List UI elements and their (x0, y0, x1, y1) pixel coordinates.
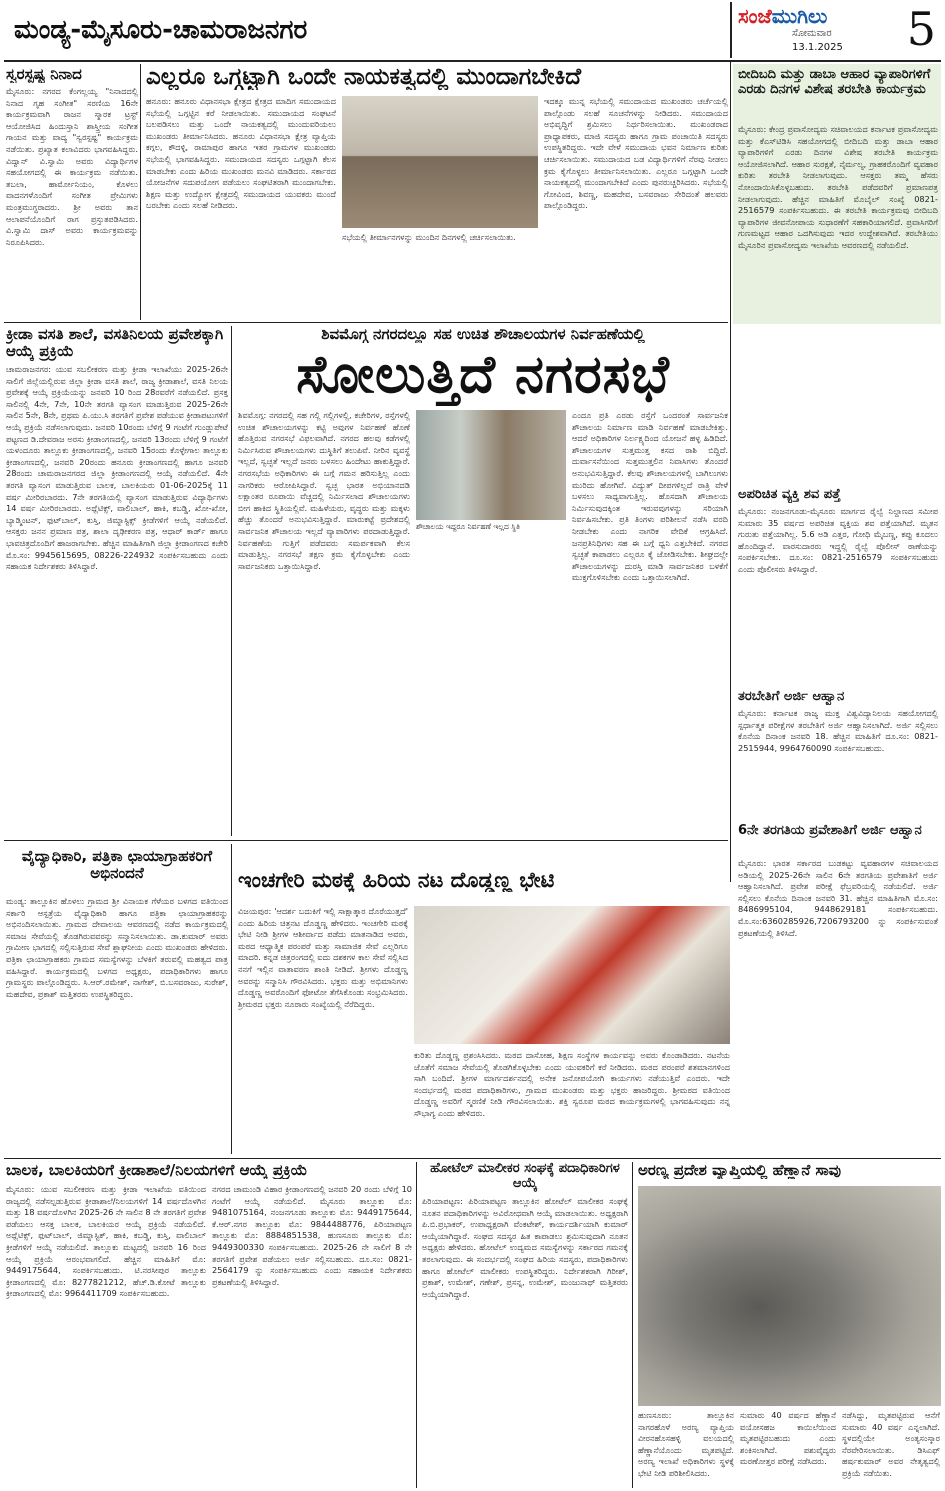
masthead-day: ಸೋಮವಾರ (792, 28, 832, 39)
caption-leadership: ಸಭೆಯಲ್ಲಿ ತೀರ್ಮಾನಗಳನ್ನು ಮುಂದಿನ ದಿನಗಳಲ್ಲಿ ಚರ್ಚಿಸಲಾಯಿತು. (342, 232, 516, 242)
masthead-logo: ಸಂಜೆಮುಗಿಲು (738, 4, 828, 28)
photo-toilet (416, 410, 566, 520)
body-sixth-grade: ಮೈಸೂರು: ಭಾರತ ಸರ್ಕಾರದ ಬುಡಕಟ್ಟು ವ್ಯವಹಾರಗಳ ಸಚಿವಾಲಯದ ಅಡಿಯಲ್ಲಿ 2025-26ನೇ ಸಾಲಿನ 6ನೇ ತರಗತಿಯ ಪ್ರವೇಶಾತಿಗೆ ಅರ್ಜಿ ಆಹ್ವಾನಿಸಲಾಗಿದೆ. ಪ್ರವೇಶ ಪರೀಕ್ಷೆ ಫೆಬ್ರವರಿಯಲ್ಲಿ ನಡೆಯಲಿದೆ. ಅರ್ಜಿ ಸಲ್ಲಿಸಲು ಕೊನೆಯ ದಿನಾಂಕ ಜನವರಿ 31. ಹೆಚ್ಚಿನ ಮಾಹಿತಿಗಾಗಿ ಮೊ.ಸಂ: 8486995104, 9448629181 ಸಂಪರ್ಕಿಸಬಹುದು. ಮೊ.ಸಂ:6360285926,7206793200 ನ್ನು ಸಂಪರ್ಕಿಸುವಂತೆ ಪ್ರಕಟಣೆಯಲ್ಲಿ ತಿಳಿಸಿದೆ. (738, 858, 938, 938)
body-dead-body: ಮೈಸೂರು: ನಂಜನಗೂಡು-ಮೈಸೂರು ಮಾರ್ಗದ ರೈಲ್ವೆ ನಿಲ್ದಾಣದ ಸಮೀಪ ಸುಮಾರು 35 ವರ್ಷದ ಅಪರಿಚಿತ ವ್ಯಕ್ತಿಯ ಶವ ಪತ್ತೆಯಾಗಿದೆ. ಮೃತನ ಗುರುತು ಪತ್ತೆಯಾಗಿಲ್ಲ. 5.6 ಅಡಿ ಎತ್ತರ, ಗೋಧಿ ಮೈಬಣ್ಣ, ಕಪ್ಪು ಕೂದಲು ಹೊಂದಿದ್ದಾನೆ. ವಾರಸುದಾರರು ಇದ್ದಲ್ಲಿ ರೈಲ್ವೆ ಪೊಲೀಸ್ ಠಾಣೆಯನ್ನು ಸಂಪರ್ಕಿಸಬೇಕು. ದೂ.ಸಂ: 0821-2516579 ಸಂಪರ್ಕಿಸಬಹುದು ಎಂದು ಪೊಲೀಸರು ತಿಳಿಸಿದ್ದಾರೆ. (738, 506, 938, 574)
masthead (730, 2, 944, 58)
photo-elephant (638, 1186, 941, 1406)
body-toilets-col2: ಎಂದೂ ಪ್ರತಿ ಎರಡು ರಸ್ತೆಗೆ ಒಂದರಂತೆ ಸಾರ್ವಜನಿಕ ಶೌಚಾಲಯ ನಿರ್ಮಾಣ ಮಾಡಿ ನಿರ್ವಹಣೆ ಮಾಡಬೇಕಿತ್ತು. ಆದರೆ ಅಧಿಕಾರಿಗಳ ನಿರ್ಲಕ್ಷ್ಯದಿಂದ ಯೋಜನೆ ಹಳ್ಳ ಹಿಡಿದಿದೆ. ಶೌಚಾಲಯಗಳ ಸುತ್ತಮುತ್ತ ಕಸದ ರಾಶಿ ಬಿದ್ದಿದೆ. ದುರ್ವಾಸನೆಯಿಂದ ಸುತ್ತಮುತ್ತಲಿನ ನಿವಾಸಿಗಳು ತೊಂದರೆ ಅನುಭವಿಸುತ್ತಿದ್ದಾರೆ. ಕೆಲವು ಶೌಚಾಲಯಗಳಲ್ಲಿ ಬಾಗಿಲುಗಳು ಮುರಿದು ಹೋಗಿವೆ. ವಿದ್ಯುತ್ ದೀಪಗಳಿಲ್ಲದೆ ರಾತ್ರಿ ವೇಳೆ ಬಳಸಲು ಸಾಧ್ಯವಾಗುತ್ತಿಲ್ಲ. ಹೊಸದಾಗಿ ಶೌಚಾಲಯ ನಿರ್ಮಿಸುವುದಕ್ಕಿಂತ ಇರುವವುಗಳನ್ನು ಸರಿಯಾಗಿ ನಿರ್ವಹಿಸಬೇಕು. ಪ್ರತಿ ತಿಂಗಳು ಪರಿಶೀಲನೆ ನಡೆಸಿ ವರದಿ ನೀಡಬೇಕು ಎಂದು ನಾಗರಿಕ ವೇದಿಕೆ ಆಗ್ರಹಿಸಿದೆ. ಜನಪ್ರತಿನಿಧಿಗಳು ಸಹ ಈ ಬಗ್ಗೆ ಧ್ವನಿ ಎತ್ತಬೇಕಿದೆ. ನಗರದ ಸ್ವಚ್ಛತೆ ಕಾಪಾಡಲು ಎಲ್ಲರೂ ಕೈ ಜೋಡಿಸಬೇಕು. ಶೀಘ್ರದಲ್ಲೇ ಶೌಚಾಲಯಗಳನ್ನು ದುರಸ್ತಿ ಮಾಡಿ ಸಾರ್ವಜನಿಕರ ಬಳಕೆಗೆ ಮುಕ್ತಗೊಳಿಸಬೇಕು ಎಂದು ಒತ್ತಾಯಿಸಲಾಗಿದೆ. (572, 410, 728, 583)
divider (632, 1162, 633, 1488)
kicker-toilets: ಶಿವಮೊಗ್ಗ ನಗರದಲ್ಲೂ ಸಹ ಉಚಿತ ಶೌಚಾಲಯಗಳ ನಿರ್ವಹಣೆಯಲ್ಲಿ (321, 326, 645, 343)
caption-toilets: ಶೌಚಾಲಯ ಇದ್ದರೂ ನಿರ್ವಹಣೆ ಇಲ್ಲದ ಸ್ಥಿತಿ (416, 522, 520, 531)
header-rule (4, 60, 941, 62)
body-swarashtra: ಮೈಸೂರು: ನಗರದ ಕೆಂಗಲ್ಲಯ್ಯ "ನಿನಾದದಲ್ಲಿ ನಿನಾದ ಗೃಹ ಸಂಗೀತ" ಸರಣಿಯ 16ನೇ ಕಾರ್ಯಕ್ರಮವಾಗಿ ರಾಜನ ಸ್ಮಾರಕ ಟ್ರಸ್ಟ್ ಆಯೋಜಿಸಿದ ಹಿಂದುಸ್ತಾನಿ ಶಾಸ್ತ್ರೀಯ ಸಂಗೀತ ಗಾಯನ ಮತ್ತು ವಾದ್ಯ "ಸ್ವರಸ್ಪಷ್ಟ" ಕಾರ್ಯಕ್ರಮ ನಡೆಯಿತು. ಪ್ರಖ್ಯಾತ ಕಲಾವಿದರು ಭಾಗವಹಿಸಿದ್ದರು. ವಿದ್ವಾನ್ ವಿ.ಸ್ವಾಮಿ ಅವರು ವಿದ್ಯಾರ್ಥಿಗಳ ಸಹಯೋಗದಲ್ಲಿ ಈ ಕಾರ್ಯಕ್ರಮ ನಡೆಯಿತು. ತಬಲಾ, ಹಾರ್ಮೋನಿಯಂ, ಕೊಳಲು ವಾದನಗಳೊಂದಿಗೆ ಸಂಗೀತ ಪ್ರೇಮಿಗಳು ಮಂತ್ರಮುಗ್ಧರಾದರು. ಶ್ರೀ ಅವರು ತಾನ ಆಲಾಪನೆಯೊಂದಿಗೆ ರಾಗ ಪ್ರಸ್ತುತಪಡಿಸಿದರು. ವಿ.ಸ್ವಾಮಿ ದಾಸ್ ಅವರು ಕಾರ್ಯಕ್ರಮವನ್ನು ನಿರೂಪಿಸಿದರು. (6, 86, 138, 247)
headline-sports-hostel: ಕ್ರೀಡಾ ವಸತಿ ಶಾಲೆ, ವಸತಿನಿಲಯ ಪ್ರವೇಶಕ್ಕಾಗಿ ಆಯ್ಕೆ ಪ್ರಕ್ರಿಯೆ (6, 326, 224, 361)
body-children-sports-col2: ನಗರದ ಚಾಮುಂಡಿ ವಿಹಾರ ಕ್ರೀಡಾಂಗಣದಲ್ಲಿ ಜನವರಿ 20 ರಂದು ಬೆಳಿಗ್ಗೆ 10 ಗಂಟೆಗೆ ಆಯ್ಕೆ ನಡೆಯಲಿದೆ. ಮೈಸೂರು ತಾಲ್ಲೂಕು ಮೊ: 9481075164, ನಂಜನಗೂಡು ತಾಲ್ಲೂಕು ಮೊ: 9449175644, ಕೆ.ಆರ್.ನಗರ ತಾಲ್ಲೂಕು ಮೊ: 9844488776, ಪಿರಿಯಾಪಟ್ಟಣ ತಾಲ್ಲೂಕು ಮೊ: 8884851538, ಹುಣಸೂರು ತಾಲ್ಲೂಕು ಮೊ: 9449300330 ಸಂಪರ್ಕಿಸಬಹುದು. 2025-26 ನೇ ಸಾಲಿಗೆ 8 ನೇ ತರಗತಿಗೆ ಪ್ರವೇಶ ಪಡೆಯಲು ಅರ್ಜಿ ಸಲ್ಲಿಸಬಹುದು. ದೂ.ಸಂ: 0821-2564179 ನ್ನು ಸಂಪರ್ಕಿಸಬಹುದು ಎಂದು ಸಹಾಯಕ ನಿರ್ದೇಶಕರು ಪ್ರಕಟಣೆಯಲ್ಲಿ ತಿಳಿಸಿದ್ದಾರೆ. (212, 1184, 412, 1287)
headline-doctors: ವೈದ್ಯಾಧಿಕಾರಿ, ಪತ್ರಿಕಾ ಛಾಯಾಗ್ರಾಹಕರಿಗೆ ಅಭಿನಂದನೆ (21, 848, 213, 883)
body-doctors: ಮಂಡ್ಯ: ತಾಲ್ಲೂಕಿನ ಹೊಳಲು ಗ್ರಾಮದ ಶ್ರೀ ವಿನಾಯಕ ಗೆಳೆಯರ ಬಳಗದ ವತಿಯಿಂದ ಸರ್ಕಾರಿ ಆಸ್ಪತ್ರೆಯ ವೈದ್ಯಾಧಿಕಾರಿ ಹಾಗೂ ಪತ್ರಿಕಾ ಛಾಯಾಗ್ರಾಹಕರನ್ನು ಅಭಿನಂದಿಸಲಾಯಿತು. ಗ್ರಾಮದ ದೇವಾಲಯ ಆವರಣದಲ್ಲಿ ನಡೆದ ಕಾರ್ಯಕ್ರಮದಲ್ಲಿ ಸಮಾಜ ಸೇವೆಯಲ್ಲಿ ತೊಡಗಿರುವವರನ್ನು ಸನ್ಮಾನಿಸಲಾಯಿತು. ಡಾ.ಕುಮಾರ್ ಅವರು ಗ್ರಾಮೀಣ ಭಾಗದಲ್ಲಿ ಸಲ್ಲಿಸುತ್ತಿರುವ ಸೇವೆ ಶ್ಲಾಘನೀಯ ಎಂದು ಮುಖಂಡರು ಹೇಳಿದರು. ಪತ್ರಿಕಾ ಛಾಯಾಗ್ರಾಹಕರು ಗ್ರಾಮದ ಸಮಸ್ಯೆಗಳನ್ನು ಬೆಳಕಿಗೆ ತರುವಲ್ಲಿ ಮಹತ್ವದ ಪಾತ್ರ ವಹಿಸಿದ್ದಾರೆ. ಕಾರ್ಯಕ್ರಮದಲ್ಲಿ ಬಳಗದ ಅಧ್ಯಕ್ಷರು, ಪದಾಧಿಕಾರಿಗಳು ಹಾಗೂ ಗ್ರಾಮಸ್ಥರು ಪಾಲ್ಗೊಂಡಿದ್ದರು. ಸಿ.ಆರ್.ರಮೇಶ್, ನಾಗೇಶ್, ಬಿ.ಬಸವರಾಜು, ಸುರೇಶ್, ಮಹದೇವ, ಪ್ರಕಾಶ್ ಮತ್ತಿತರರು ಉಪಸ್ಥಿತರಿದ್ದರು. (6, 896, 228, 999)
headline-dodanna: ಇಂಚಗೇರಿ ಮಠಕ್ಕೆ ಹಿರಿಯ ನಟ ದೊಡ್ಡಣ್ಣ ಭೇಟಿ (238, 868, 555, 892)
body-elephant-col1: ಹುಣಸೂರು: ತಾಲ್ಲೂಕಿನ ನಾಗರಹೊಳೆ ಅರಣ್ಯ ವ್ಯಾಪ್ತಿಯ ವೀರನಹೊಸಹಳ್ಳಿ ವಲಯದಲ್ಲಿ ಹೆಣ್ಣಾನೆಯೊಂದು ಮೃತಪಟ್ಟಿದೆ. ಅರಣ್ಯ ಇಲಾಖೆ ಅಧಿಕಾರಿಗಳು ಸ್ಥಳಕ್ಕೆ ಭೇಟಿ ನೀಡಿ ಪರಿಶೀಲಿಸಿದರು. (638, 1410, 734, 1478)
body-sports-hostel: ಚಾಮರಾಜನಗರ: ಯುವ ಸಬಲೀಕರಣ ಮತ್ತು ಕ್ರೀಡಾ ಇಲಾಖೆಯು 2025-26ನೇ ಸಾಲಿಗೆ ಜಿಲ್ಲೆಯಲ್ಲಿರುವ ಜಿಲ್ಲಾ ಕ್ರೀಡಾ ವಸತಿ ಶಾಲೆ, ರಾಜ್ಯ ಕ್ರೀಡಾಶಾಲೆ, ವಸತಿ ನಿಲಯ ಪ್ರವೇಶಕ್ಕೆ ಆಯ್ಕೆ ಪ್ರಕ್ರಿಯೆಯನ್ನು ಜನವರಿ 10 ರಿಂದ 28ರವರೆಗೆ ನಡೆಯಲಿದೆ. ಪ್ರಸಕ್ತ ಸಾಲಿನಲ್ಲಿ 4ನೇ, 7ನೇ, 10ನೇ ತರಗತಿ ವ್ಯಾಸಂಗ ಮಾಡುತ್ತಿರುವ 2025-26ನೇ ಸಾಲಿನ 5ನೇ, 8ನೇ, ಪ್ರಥಮ ಪಿ.ಯು.ಸಿ ತರಗತಿಗೆ ಪ್ರವೇಶ ಪಡೆಯುವ ಕ್ರೀಡಾಪಟುಗಳಿಗೆ ಆಯ್ಕೆ ಪ್ರಕ್ರಿಯೆ ನಡೆಸಲಾಗುವುದು. ಜನವರಿ 10ರಂದು ಬೆಳಿಗ್ಗೆ 9 ಗಂಟೆಗೆ ಗುಂಡ್ಲುಪೇಟೆ ಪಟ್ಟಣದ ಡಿ.ದೇವರಾಜ ಅರಸು ಕ್ರೀಡಾಂಗಣದಲ್ಲಿ, ಜನವರಿ 13ರಂದು ಬೆಳಿಗ್ಗೆ 9 ಗಂಟೆಗೆ ಯಳಂದೂರು ತಾಲ್ಲೂಕು ಕ್ರೀಡಾಂಗಣದಲ್ಲಿ, ಜನವರಿ 15ರಂದು ಕೊಳ್ಳೇಗಾಲ ತಾಲ್ಲೂಕು ಕ್ರೀಡಾಂಗಣದಲ್ಲಿ, ಜನವರಿ 20ರಂದು ಹನೂರು ಕ್ರೀಡಾಂಗಣದಲ್ಲಿ ಹಾಗೂ ಜನವರಿ 28ರಂದು ಚಾಮರಾಜನಗರದ ಜಿಲ್ಲಾ ಕ್ರೀಡಾಂಗಣದಲ್ಲಿ ಆಯ್ಕೆ ನಡೆಯಲಿದೆ. 4ನೇ ತರಗತಿ ವ್ಯಾಸಂಗ ಮಾಡುತ್ತಿರುವ ಬಾಲಕ, ಬಾಲಕಿಯರು 01-06-2025ಕ್ಕೆ 11 ವರ್ಷ ಮೀರಿರಬಾರದು. 7ನೇ ತರಗತಿಯಲ್ಲಿ ವ್ಯಾಸಂಗ ಮಾಡುತ್ತಿರುವ ವಿದ್ಯಾರ್ಥಿಗಳು 14 ವರ್ಷ ಮೀರಿರಬಾರದು. ಅಥ್ಲೆಟಿಕ್ಸ್, ವಾಲಿಬಾಲ್, ಹಾಕಿ, ಕಬಡ್ಡಿ, ಖೋ-ಖೋ, ಬ್ಯಾಡ್ಮಿಂಟನ್, ಫುಟ್‌ಬಾಲ್, ಕುಸ್ತಿ, ಜಿಮ್ನಾಸ್ಟಿಕ್ಸ್ ಕ್ರೀಡೆಗಳಿಗೆ ಆಯ್ಕೆ ನಡೆಯಲಿದೆ. ಆಸಕ್ತರು ಜನನ ಪ್ರಮಾಣ ಪತ್ರ, ಶಾಲಾ ದೃಢೀಕರಣ ಪತ್ರ, ಆಧಾರ್ ಕಾರ್ಡ್ ಹಾಗೂ ಭಾವಚಿತ್ರದೊಂದಿಗೆ ಹಾಜರಾಗಬೇಕು. ಹೆಚ್ಚಿನ ಮಾಹಿತಿಗಾಗಿ ಜಿಲ್ಲಾ ಕ್ರೀಡಾಂಗಣದ ಕಚೇರಿ ಮೊ.ಸಂ: 9945615695, 08226-224932 ಸಂಪರ್ಕಿಸಬಹುದು ಎಂದು ಸಹಾಯಕ ನಿರ್ದೇಶಕರು ತಿಳಿಸಿದ್ದಾರೆ. (6, 364, 228, 572)
divider (231, 326, 232, 836)
body-leadership-col2: ಇದಕ್ಕೂ ಮುನ್ನ ಸಭೆಯಲ್ಲಿ ಸಮುದಾಯದ ಮುಖಂಡರು ಚರ್ಚೆಯಲ್ಲಿ ಪಾಲ್ಗೊಂಡು ಸಲಹೆ ಸೂಚನೆಗಳನ್ನು ನೀಡಿದರು. ಸಮುದಾಯದ ಅಭಿವೃದ್ಧಿಗೆ ಶ್ರಮಿಸಲು ನಿರ್ಧರಿಸಲಾಯಿತು. ಮುಖಂಡರಾದ ಪ್ರಾಧ್ಯಾಪಕರು, ಮಾಜಿ ಸದಸ್ಯರು ಹಾಗೂ ಗ್ರಾಮ ಪಂಚಾಯಿತಿ ಸದಸ್ಯರು ಉಪಸ್ಥಿತರಿದ್ದರು. ಇದೇ ವೇಳೆ ಸಮುದಾಯ ಭವನ ನಿರ್ಮಾಣ ಕುರಿತು ಚರ್ಚಿಸಲಾಯಿತು. ಸಮುದಾಯದ ಬಡ ವಿದ್ಯಾರ್ಥಿಗಳಿಗೆ ನೆರವು ನೀಡಲು ಕ್ರಮ ಕೈಗೊಳ್ಳಲು ತೀರ್ಮಾನಿಸಲಾಯಿತು. ಎಲ್ಲರೂ ಒಗ್ಗಟ್ಟಾಗಿ ಒಂದೇ ನಾಯಕತ್ವದಲ್ಲಿ ಮುಂದಾಗಬೇಕಿದೆ ಎಂದು ಪುನರುಚ್ಚರಿಸಿದರು. ಸಭೆಯಲ್ಲಿ ಗೋವಿಂದ, ಶಿವಣ್ಣ, ಮಹದೇವ, ಬಸವರಾಜು ಸೇರಿದಂತೆ ಹಲವರು ಪಾಲ್ಗೊಂಡಿದ್ದರು. (544, 96, 728, 211)
headline-dead-body: ಅಪರಿಚಿತ ವ್ಯಕ್ತಿ ಶವ ಪತ್ತೆ (738, 488, 841, 502)
headline-swarashtra: ಸ್ವರಸ್ಪಷ್ಟ ನಿನಾದ (6, 66, 82, 83)
rule (4, 1158, 941, 1159)
body-leadership-col1: ಹನೂರು: ಹನೂರು ವಿಧಾನಸಭಾ ಕ್ಷೇತ್ರದ ಕ್ಷೇತ್ರದ ಮಾದಿಗ ಸಮುದಾಯದ ಸಭೆಯಲ್ಲಿ ಒಗ್ಗಟ್ಟಿನ ಕರೆ ನೀಡಲಾಯಿತು. ಸಮುದಾಯದ ಸಂಘಟನೆ ಬಲಪಡಿಸಲು ಮತ್ತು ಒಂದೇ ನಾಯಕತ್ವದಲ್ಲಿ ಮುಂದುವರಿಯಲು ಮುಖಂಡರು ತೀರ್ಮಾನಿಸಿದರು. ಹನೂರು ವಿಧಾನಸಭಾ ಕ್ಷೇತ್ರ ವ್ಯಾಪ್ತಿಯ ಕಗ್ಗಲ, ಕೌದಳ್ಳಿ, ರಾಮಾಪುರ ಹಾಗೂ ಇತರ ಗ್ರಾಮಗಳ ಮುಖಂಡರು ಸಭೆಯಲ್ಲಿ ಭಾಗವಹಿಸಿದ್ದರು. ಸಮುದಾಯದ ಸದಸ್ಯರು ಒಗ್ಗಟ್ಟಾಗಿ ಕೆಲಸ ಮಾಡಬೇಕು ಎಂದು ಹಿರಿಯ ಮುಖಂಡರು ಮನವಿ ಮಾಡಿದರು. ಸರ್ಕಾರದ ಯೋಜನೆಗಳ ಸದುಪಯೋಗ ಪಡೆಯಲು ಸಂಘಟಿತರಾಗಿ ಮುಂದಾಗಬೇಕು. ಶಿಕ್ಷಣ ಮತ್ತು ಉದ್ಯೋಗ ಕ್ಷೇತ್ರದಲ್ಲಿ ಸಮುದಾಯದ ಯುವಕರು ಮುಂದೆ ಬರಬೇಕು ಎಂದು ಸಲಹೆ ನೀಡಿದರು. (146, 96, 336, 211)
body-elephant-col3: ನಡೆಸಿದ್ದು, ಮೃತಪಟ್ಟಿರುವ ಆನೆಗೆ ಸುಮಾರು 40 ವರ್ಷ ಎನ್ನಲಾಗಿದೆ. ಸ್ಥಳದಲ್ಲಿಯೇ ಅಂತ್ಯಸಂಸ್ಕಾರ ನೆರವೇರಿಸಲಾಯಿತು. ಡಿಸಿಎಫ್ ಹರ್ಷಕುಮಾರ್ ಅವರ ನೇತೃತ್ವದಲ್ಲಿ ಪ್ರಕ್ರಿಯೆ ನಡೆಯಿತು. (842, 1410, 940, 1478)
headline-training: ಬೀದಿಬದಿ ಮತ್ತು ಡಾಬಾ ಆಹಾರ ವ್ಯಾಪಾರಿಗಳಿಗೆ ಎರಡು ದಿನಗಳ ವಿಶೇಷ ತರಬೇತಿ ಕಾರ್ಯಕ್ರಮ (738, 68, 931, 97)
headline-sixth-grade: 6ನೇ ತರಗತಿಯ ಪ್ರವೇಶಾತಿಗೆ ಅರ್ಜಿ ಆಹ್ವಾನ (738, 824, 922, 838)
headline-leadership: ಎಲ್ಲರೂ ಒಗ್ಗಟ್ಟಾಗಿ ಒಂದೇ ನಾಯಕತ್ವದಲ್ಲಿ ಮುಂದಾಗಬೇಕಿದೆ (146, 64, 581, 90)
rule (4, 322, 728, 323)
body-dodanna-col1: ವಿಜಯಪುರ: 'ಆದರ್ಶ ಬದುಕಿಗೆ ಇಲ್ಲಿ ಸಾಕ್ಷಾತ್ಕಾರ ದೊರೆಯುತ್ತದೆ' ಎಂದು ಹಿರಿಯ ಚಿತ್ರನಟ ದೊಡ್ಡಣ್ಣ ಹೇಳಿದರು. ಇಂಚಗೇರಿ ಮಠಕ್ಕೆ ಭೇಟಿ ನೀಡಿ ಶ್ರೀಗಳ ಆಶೀರ್ವಾದ ಪಡೆದು ಮಾತನಾಡಿದ ಅವರು, ಮಠದ ಆಧ್ಯಾತ್ಮಿಕ ಪರಂಪರೆ ಮತ್ತು ಸಾಮಾಜಿಕ ಸೇವೆ ಎಲ್ಲರಿಗೂ ಮಾದರಿ. ಕನ್ನಡ ಚಿತ್ರರಂಗದಲ್ಲಿ ಐದು ದಶಕಗಳ ಕಾಲ ಸೇವೆ ಸಲ್ಲಿಸಿದ ನನಗೆ ಇಲ್ಲಿನ ವಾತಾವರಣ ಶಾಂತಿ ನೀಡಿದೆ. ಶ್ರೀಗಳು ದೊಡ್ಡಣ್ಣ ಅವರನ್ನು ಸನ್ಮಾನಿಸಿ ಗೌರವಿಸಿದರು. ಭಕ್ತರು ಮತ್ತು ಅಭಿಮಾನಿಗಳು ದೊಡ್ಡಣ್ಣ ಅವರೊಂದಿಗೆ ಫೋಟೋ ತೆಗೆಸಿಕೊಂಡು ಸಂಭ್ರಮಿಸಿದರು. ಶ್ರೀಮಠದ ಭಕ್ತರು ನೂರಾರು ಸಂಖ್ಯೆಯಲ್ಲಿ ನೆರೆದಿದ್ದರು. (238, 906, 408, 1009)
headline-elephant: ಅರಣ್ಯ ಪ್ರದೇಶ ವ್ಯಾಪ್ತಿಯಲ್ಲಿ ಹೆಣ್ಣಾನೆ ಸಾವು (638, 1162, 841, 1179)
body-elephant-col2: ಸುಮಾರು 40 ವರ್ಷದ ಹೆಣ್ಣಾನೆ ವಯೋಸಹಜ ಕಾಯಿಲೆಯಿಂದ ಮೃತಪಟ್ಟಿರಬಹುದು ಎಂದು ಶಂಕಿಸಲಾಗಿದೆ. ಪಶುವೈದ್ಯರು ಮರಣೋತ್ತರ ಪರೀಕ್ಷೆ ನಡೆಸಿದರು. (740, 1410, 836, 1467)
photo-dodanna (414, 906, 730, 1044)
body-application: ಮೈಸೂರು: ಕರ್ನಾಟಕ ರಾಜ್ಯ ಮುಕ್ತ ವಿಶ್ವವಿದ್ಯಾನಿಲಯ ಸಹಯೋಗದಲ್ಲಿ ಸ್ಪರ್ಧಾತ್ಮಕ ಪರೀಕ್ಷೆಗಳ ತರಬೇತಿಗೆ ಅರ್ಜಿ ಆಹ್ವಾನಿಸಲಾಗಿದೆ. ಅರ್ಜಿ ಸಲ್ಲಿಸಲು ಕೊನೆಯ ದಿನಾಂಕ ಜನವರಿ 18. ಹೆಚ್ಚಿನ ಮಾಹಿತಿಗೆ ದೂ.ಸಂ: 0821-2515944, 9964760090 ಸಂಪರ್ಕಿಸಬಹುದು. (738, 708, 938, 753)
body-training: ಮೈಸೂರು: ಕೇಂದ್ರ ಪ್ರವಾಸೋದ್ಯಮ ಸಚಿವಾಲಯದ ಕರ್ನಾಟಕ ಪ್ರವಾಸೋದ್ಯಮ ಮತ್ತು ಕೆಎಸ್‌ಟಿಡಿಸಿ ಸಹಯೋಗದಲ್ಲಿ ಬೀದಿಬದಿ ಮತ್ತು ಡಾಬಾ ಆಹಾರ ವ್ಯಾಪಾರಿಗಳಿಗೆ ಎರಡು ದಿನಗಳ ವಿಶೇಷ ತರಬೇತಿ ಕಾರ್ಯಕ್ರಮ ಆಯೋಜಿಸಲಾಗಿದೆ. ಆಹಾರ ಸುರಕ್ಷತೆ, ನೈರ್ಮಲ್ಯ, ಗ್ರಾಹಕರೊಂದಿಗೆ ವ್ಯವಹಾರ ಕುರಿತು ತರಬೇತಿ ನೀಡಲಾಗುವುದು. ಆಸಕ್ತರು ತಮ್ಮ ಹೆಸರು ನೋಂದಾಯಿಸಿಕೊಳ್ಳಬಹುದು. ತರಬೇತಿ ಪಡೆದವರಿಗೆ ಪ್ರಮಾಣಪತ್ರ ನೀಡಲಾಗುವುದು. ಹೆಚ್ಚಿನ ಮಾಹಿತಿಗೆ ಮೊಬೈಲ್ ಸಂಖ್ಯೆ 0821-2516579 ಸಂಪರ್ಕಿಸಬಹುದು. ಈ ತರಬೇತಿ ಕಾರ್ಯಕ್ರಮವು ಬೀದಿಬದಿ ವ್ಯಾಪಾರಿಗಳ ಜೀವನೋಪಾಯ ಸುಧಾರಣೆಗೆ ಸಹಕಾರಿಯಾಗಲಿದೆ. ಪ್ರವಾಸಿಗರಿಗೆ ಗುಣಮಟ್ಟದ ಆಹಾರ ಒದಗಿಸುವುದು ಇದರ ಉದ್ದೇಶವಾಗಿದೆ. ತರಬೇತಿಯು ಮೈಸೂರಿನ ಪ್ರವಾಸೋದ್ಯಮ ಇಲಾಖೆಯ ಆವರಣದಲ್ಲಿ ನಡೆಯಲಿದೆ. (738, 124, 938, 250)
headline-application: ತರಬೇತಿಗೆ ಅರ್ಜಿ ಆಹ್ವಾನ (738, 690, 845, 704)
headline-children-sports: ಬಾಲಕ, ಬಾಲಕಿಯರಿಗೆ ಕ್ರೀಡಾಶಾಲೆ/ನಿಲಯಗಳಿಗೆ ಆಯ್ಕೆ ಪ್ರಕ್ರಿಯೆ (6, 1162, 308, 1179)
body-children-sports-col1: ಮೈಸೂರು: ಯುವ ಸಬಲೀಕರಣ ಮತ್ತು ಕ್ರೀಡಾ ಇಲಾಖೆಯ ವತಿಯಿಂದ ರಾಜ್ಯದಲ್ಲಿ ನಡೆಸಲ್ಪಡುತ್ತಿರುವ ಕ್ರೀಡಾಶಾಲೆ/ನಿಲಯಗಳಿಗೆ 14 ವರ್ಷದೊಳಗಿನ ಮತ್ತು 18 ವರ್ಷದೊಳಗಿನ 2025-26 ನೇ ಸಾಲಿನ 8 ನೇ ತರಗತಿಗೆ ಪ್ರವೇಶ ಪಡೆಯಲು ಆಸಕ್ತ ಬಾಲಕ, ಬಾಲಕಿಯರ ಆಯ್ಕೆ ಪ್ರಕ್ರಿಯೆ ನಡೆಯಲಿದೆ. ಅಥ್ಲೆಟಿಕ್ಸ್, ಫುಟ್‌ಬಾಲ್, ಜಿಮ್ನಾಸ್ಟಿಕ್, ಹಾಕಿ, ಕಬಡ್ಡಿ, ಕುಸ್ತಿ, ವಾಲಿಬಾಲ್ ಕ್ರೀಡೆಗಳಿಗೆ ಆಯ್ಕೆ ನಡೆಯಲಿದೆ. ತಾಲ್ಲೂಕು ಮಟ್ಟದಲ್ಲಿ ಜನವರಿ 16 ರಿಂದ ಆಯ್ಕೆ ಪ್ರಕ್ರಿಯೆ ಆರಂಭವಾಗಲಿದೆ. ಹೆಚ್ಚಿನ ಮಾಹಿತಿಗೆ ಮೊ: 9449175644, ಸಂಪರ್ಕಿಸಬಹುದು. ಟಿ.ನರಸೀಪುರ ತಾಲ್ಲೂಕು ಕ್ರೀಡಾಂಗಣದಲ್ಲಿ ಮೊ: 8277821212, ಹೆಚ್.ಡಿ.ಕೋಟೆ ತಾಲ್ಲೂಕು ಕ್ರೀಡಾಂಗಣದಲ್ಲಿ ಮೊ: 9964411709 ಸಂಪರ್ಕಿಸಬಹುದು. (6, 1184, 206, 1299)
masthead-date: 13.1.2025 (792, 42, 843, 53)
divider (140, 64, 141, 320)
body-toilets-col1: ಶಿವಮೊಗ್ಗ: ನಗರದಲ್ಲಿ ಸಹ ಗಲ್ಲಿ ಗಲ್ಲಿಗಳಲ್ಲಿ, ಕಚೇರಿಗಳ, ರಸ್ತೆಗಳಲ್ಲಿ ಉಚಿತ ಶೌಚಾಲಯಗಳನ್ನು ಕಟ್ಟಿ ಅವುಗಳ ನಿರ್ವಹಣೆ ಹೊಣೆ ಹೊತ್ತಿರುವ ನಗರಸಭೆ ವಿಫಲವಾಗಿದೆ. ನಗರದ ಹಲವು ಕಡೆಗಳಲ್ಲಿ ನಿರ್ಮಿಸಿರುವ ಶೌಚಾಲಯಗಳು ದುಸ್ಥಿತಿಗೆ ತಲುಪಿವೆ. ನೀರಿನ ವ್ಯವಸ್ಥೆ ಇಲ್ಲದೆ, ಸ್ವಚ್ಛತೆ ಇಲ್ಲದೆ ಜನರು ಬಳಸಲು ಹಿಂದೇಟು ಹಾಕುತ್ತಿದ್ದಾರೆ. ನಗರಸಭೆಯ ಅಧಿಕಾರಿಗಳು ಈ ಬಗ್ಗೆ ಗಮನ ಹರಿಸುತ್ತಿಲ್ಲ ಎಂದು ನಾಗರಿಕರು ಆರೋಪಿಸಿದ್ದಾರೆ. ಸ್ವಚ್ಛ ಭಾರತ ಅಭಿಯಾನದಡಿ ಲಕ್ಷಾಂತರ ರೂಪಾಯಿ ವೆಚ್ಚದಲ್ಲಿ ನಿರ್ಮಿಸಲಾದ ಶೌಚಾಲಯಗಳು ಬೀಗ ಹಾಕಿದ ಸ್ಥಿತಿಯಲ್ಲಿವೆ. ಮಹಿಳೆಯರು, ವೃದ್ಧರು ಮತ್ತು ಮಕ್ಕಳು ಹೆಚ್ಚು ತೊಂದರೆ ಅನುಭವಿಸುತ್ತಿದ್ದಾರೆ. ಮಾರುಕಟ್ಟೆ ಪ್ರದೇಶದಲ್ಲಿ ಸಾರ್ವಜನಿಕ ಶೌಚಾಲಯ ಇಲ್ಲದೆ ವ್ಯಾಪಾರಿಗಳು ಪರದಾಡುತ್ತಿದ್ದಾರೆ. ನಿರ್ವಹಣೆಯ ಗುತ್ತಿಗೆ ಪಡೆದವರು ಸಮರ್ಪಕವಾಗಿ ಕೆಲಸ ಮಾಡುತ್ತಿಲ್ಲ. ನಗರಸಭೆ ತಕ್ಷಣ ಕ್ರಮ ಕೈಗೊಳ್ಳಬೇಕು ಎಂದು ಸಾರ್ವಜನಿಕರು ಒತ್ತಾಯಿಸಿದ್ದಾರೆ. (238, 410, 410, 571)
section-title: ಮಂಡ್ಯ-ಮೈಸೂರು-ಚಾಮರಾಜನಗರ (14, 14, 308, 45)
page-number: 5 (906, 2, 936, 56)
divider (231, 844, 232, 1154)
body-hotel: ಪಿರಿಯಾಪಟ್ಟಣ: ಪಿರಿಯಾಪಟ್ಟಣ ತಾಲ್ಲೂಕಿನ ಹೋಟೆಲ್ ಮಾಲೀಕರ ಸಂಘಕ್ಕೆ ನೂತನ ಪದಾಧಿಕಾರಿಗಳನ್ನು ಅವಿರೋಧವಾಗಿ ಆಯ್ಕೆ ಮಾಡಲಾಯಿತು. ಅಧ್ಯಕ್ಷರಾಗಿ ಪಿ.ಬಿ.ಪ್ರಭಾಕರ್, ಉಪಾಧ್ಯಕ್ಷರಾಗಿ ವೆಂಕಟೇಶ್, ಕಾರ್ಯದರ್ಶಿಯಾಗಿ ಕುಮಾರ್ ಆಯ್ಕೆಯಾಗಿದ್ದಾರೆ. ಸಂಘದ ಸದಸ್ಯರ ಹಿತ ಕಾಪಾಡಲು ಶ್ರಮಿಸುವುದಾಗಿ ನೂತನ ಅಧ್ಯಕ್ಷರು ಹೇಳಿದರು. ಹೋಟೆಲ್ ಉದ್ಯಮದ ಸಮಸ್ಯೆಗಳನ್ನು ಸರ್ಕಾರದ ಗಮನಕ್ಕೆ ತರಲಾಗುವುದು. ಈ ಸಂದರ್ಭದಲ್ಲಿ ಸಂಘದ ಹಿರಿಯ ಸದಸ್ಯರು, ಪದಾಧಿಕಾರಿಗಳು ಹಾಗೂ ಹೋಟೆಲ್ ಮಾಲೀಕರು ಉಪಸ್ಥಿತರಿದ್ದರು. ನಿರ್ದೇಶಕರಾಗಿ ಗಿರೀಶ್, ಪ್ರಕಾಶ್, ಉಮೇಶ್, ಗಣೇಶ್, ಪ್ರಸನ್ನ, ಉಮೇಶ್, ಮಂಜುನಾಥ್ ಮತ್ತಿತರರು ಆಯ್ಕೆಯಾಗಿದ್ದಾರೆ. (422, 1196, 628, 1299)
headline-toilets: ಸೋಲುತ್ತಿದೆ ನಗರಸಭೆ (296, 346, 670, 405)
divider (416, 1162, 417, 1488)
divider (730, 62, 731, 882)
body-dodanna-col2: ಕುರಿತು ದೊಡ್ಡಣ್ಣ ಪ್ರಶಂಸಿಸಿದರು. ಮಠದ ದಾಸೋಹ, ಶಿಕ್ಷಣ ಸಂಸ್ಥೆಗಳ ಕಾರ್ಯವನ್ನು ಅವರು ಕೊಂಡಾಡಿದರು. ನಟನೆಯ ಜೊತೆಗೆ ಸಮಾಜ ಸೇವೆಯಲ್ಲಿ ತೊಡಗಿಕೊಳ್ಳಬೇಕು ಎಂದು ಯುವಕರಿಗೆ ಕರೆ ನೀಡಿದರು. ಮಠದ ಪರಂಪರೆ ಶತಮಾನಗಳಿಂದ ಸಾಗಿ ಬಂದಿದೆ. ಶ್ರೀಗಳ ಮಾರ್ಗದರ್ಶನದಲ್ಲಿ ಅನೇಕ ಜನೋಪಯೋಗಿ ಕಾರ್ಯಗಳು ನಡೆಯುತ್ತಿವೆ ಎಂದರು. ಇದೇ ಸಂದರ್ಭದಲ್ಲಿ ಮಠದ ಪದಾಧಿಕಾರಿಗಳು, ಗ್ರಾಮದ ಮುಖಂಡರು ಮತ್ತು ಭಕ್ತರು ಹಾಜರಿದ್ದರು. ಶ್ರೀಮಠದ ವತಿಯಿಂದ ದೊಡ್ಡಣ್ಣ ಅವರಿಗೆ ಸ್ಮರಣಿಕೆ ನೀಡಿ ಗೌರವಿಸಲಾಯಿತು. ಶಕ್ತಿ ಸ್ವರೂಪ ಮಠದ ಕಾರ್ಯಕ್ರಮಗಳಲ್ಲಿ ಭಾಗವಹಿಸುವುದು ನನ್ನ ಸೌಭಾಗ್ಯ ಎಂದು ಹೇಳಿದರು. (414, 1050, 730, 1118)
photo-meeting (342, 96, 538, 228)
headline-hotel: ಹೋಟೆಲ್ ಮಾಲೀಕರ ಸಂಘಕ್ಕೆ ಪದಾಧಿಕಾರಿಗಳ ಆಯ್ಕೆ (430, 1162, 620, 1191)
rule (4, 840, 728, 841)
